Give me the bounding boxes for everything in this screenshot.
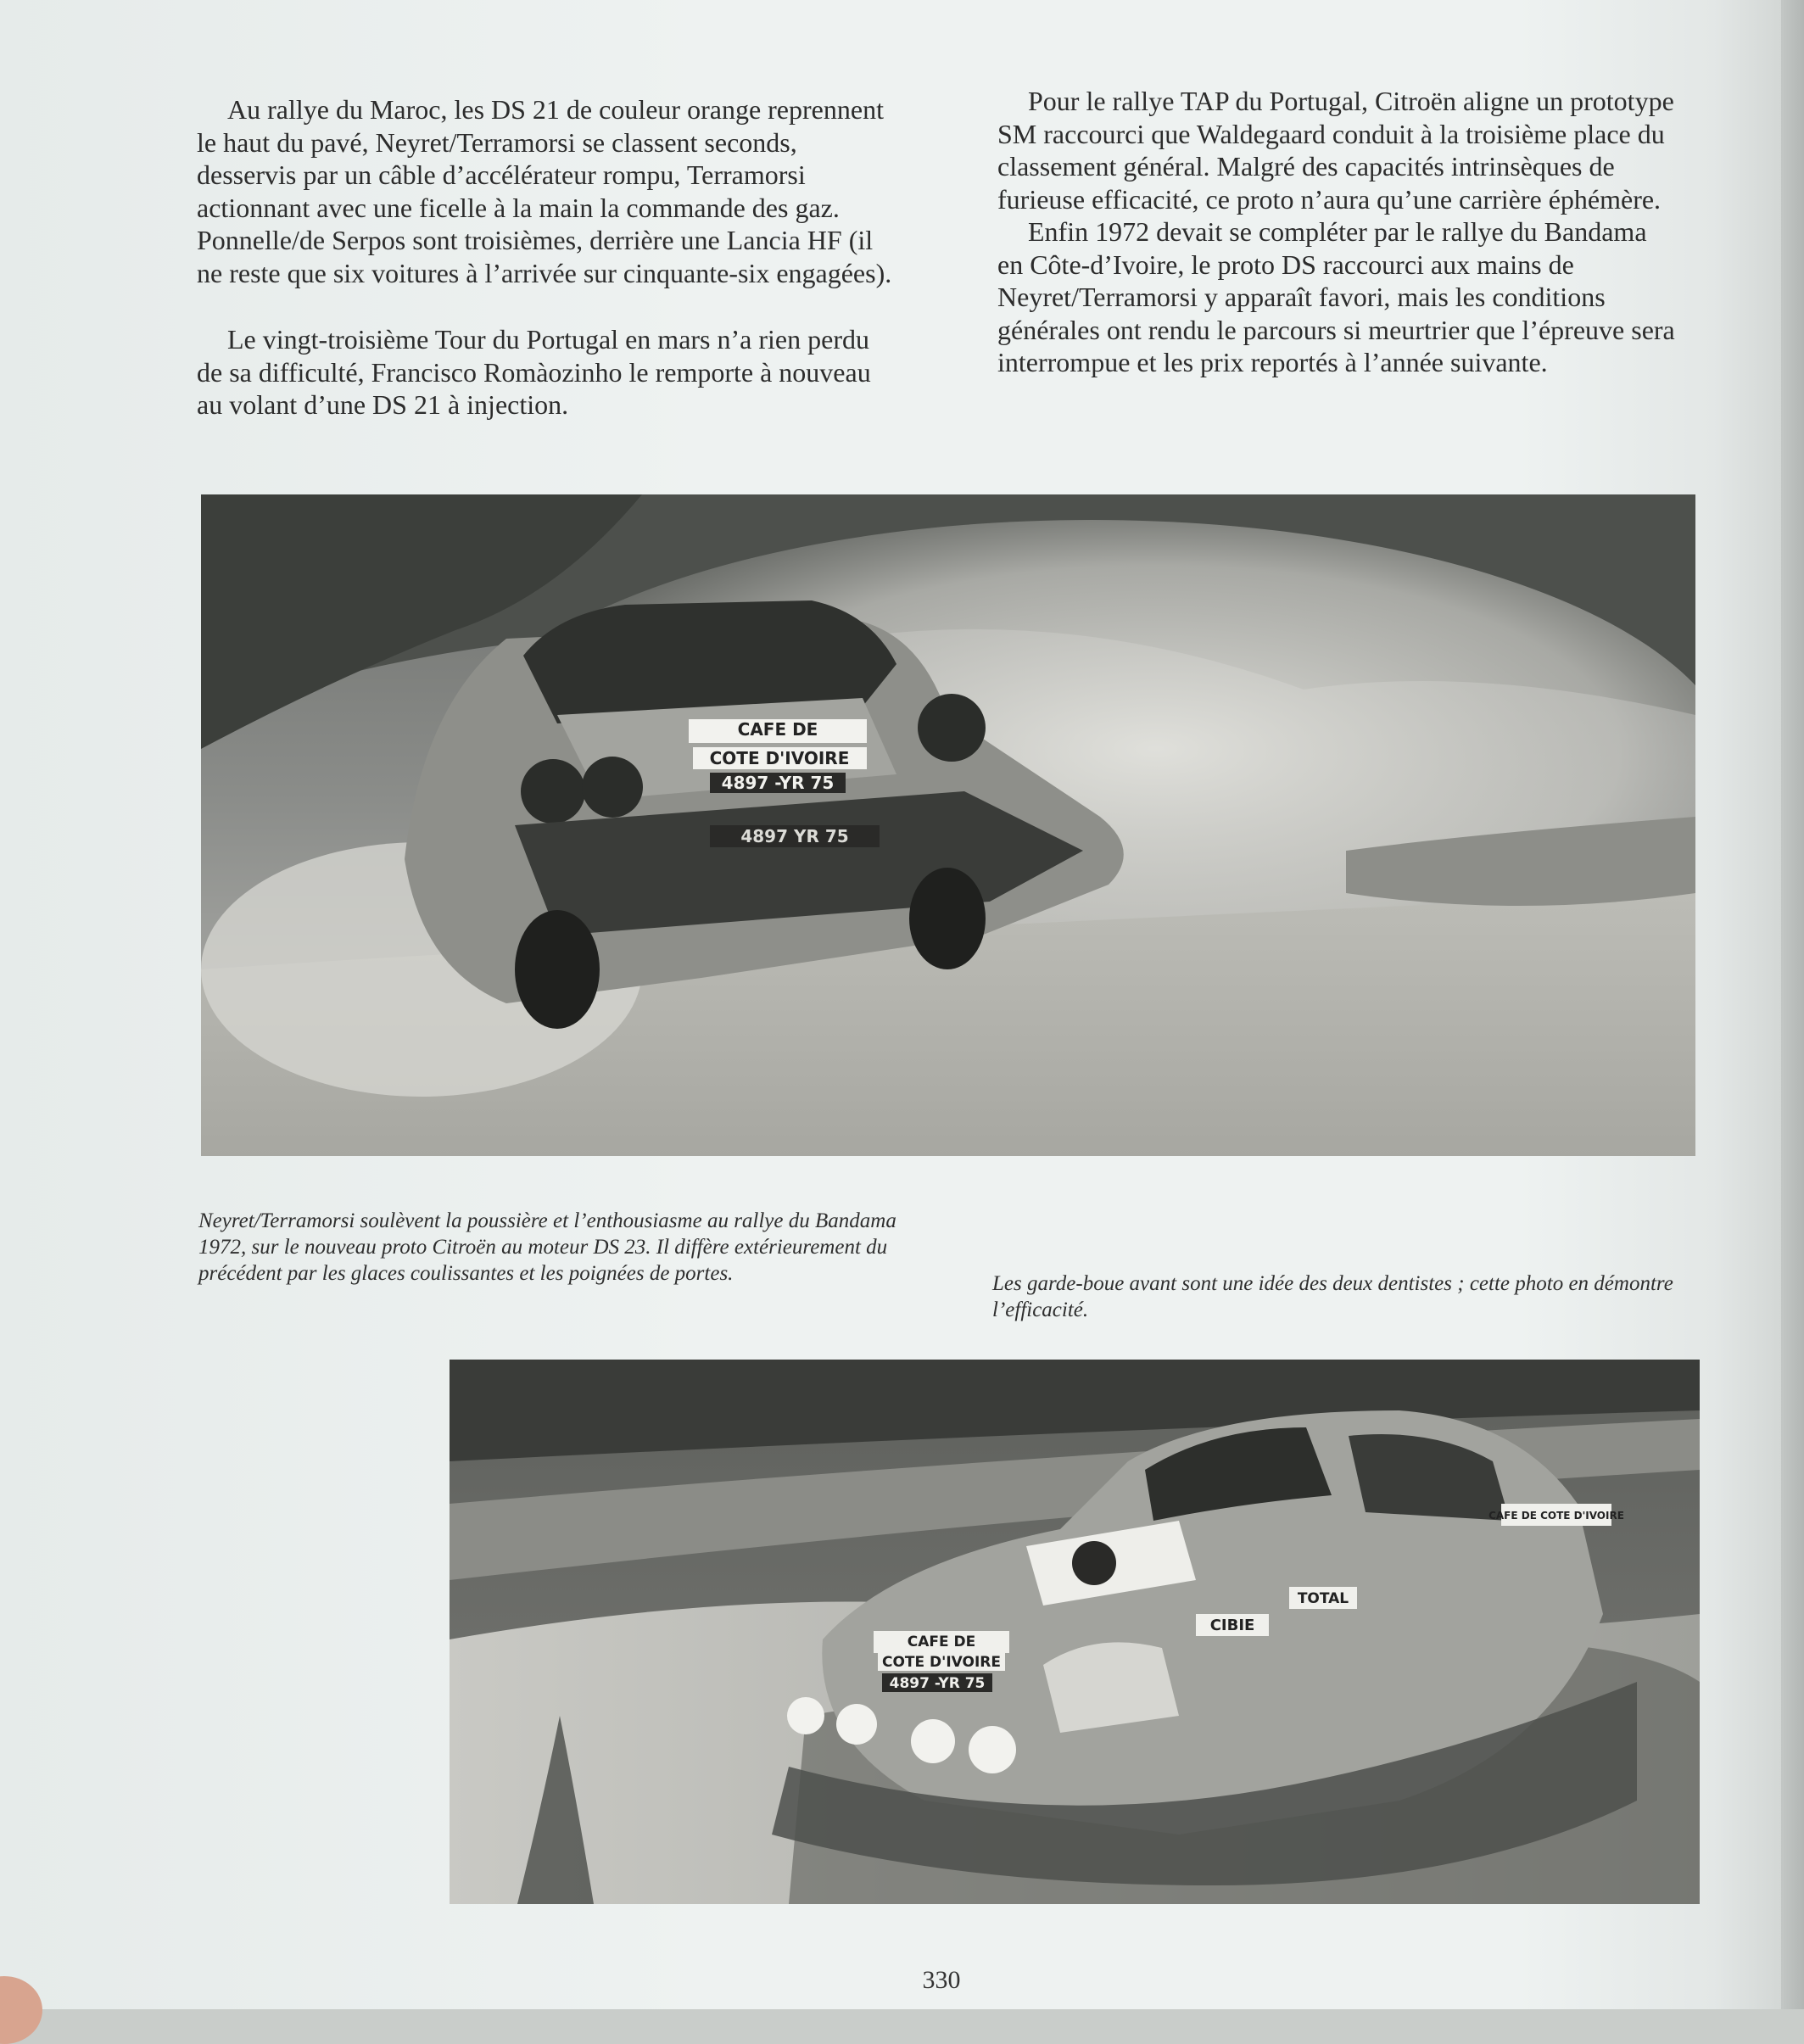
bottom-plate: 4897 -YR 75	[889, 1675, 986, 1692]
top-sticker-line-1: CAFE DE	[737, 719, 818, 740]
left-paragraph-1: Au rallye du Maroc, les DS 21 de couleur orange reprennent le haut du pavé, Neyret/Terramorsi se classent seconds, desservis par un câble d’accélérateur rompu, Terramorsi actionnant avec une ficelle à la main la commande des gaz. Ponnelle/de Serpos sont troisièmes, derrière une Lancia HF (il ne reste que six voitures à l’arrivée sur cinquante-six engagées).	[197, 94, 892, 288]
bottom-sticker-line-2: COTE D'IVOIRE	[881, 1654, 1002, 1671]
right-paragraph-2: Enfin 1972 devait se compléter par le rallye du Bandama en Côte-d’Ivoire, le proto DS raccourci aux mains de Neyret/Terramorsi y apparaît favori, mais les conditions générales ont rendu le parcours si meurtrier que l’épreuve sera interrompue et les prix reportés à l’année suivante.	[997, 216, 1675, 377]
bottom-sticker-line-1: CAFE DE	[907, 1634, 976, 1650]
page-edge-shadow	[1781, 0, 1804, 2009]
left-text-column	[197, 93, 901, 422]
left-paragraph-2: Le vingt-troisième Tour du Portugal en mars n’a rien perdu de sa difficulté, Francisco Romàozinho le remporte à nouveau au volant d’une DS 21 à injection.	[197, 324, 871, 420]
right-paragraph-1: Pour le rallye TAP du Portugal, Citroën aligne un prototype SM raccourci que Waldegaard conduit à la troisième place du classement général. Malgré des capacités intrinsèques de furieuse efficacité, ce proto n’aura qu’une carrière éphémère.	[997, 86, 1674, 215]
top-sticker-line-2: COTE D'IVOIRE	[709, 748, 850, 768]
caption-top-photo: Neyret/Terramorsi soulèvent la poussière et l’enthousiasme au rallye du Bandama 1972, sur le nouveau proto Citroën au moteur DS 23. Il diffère extérieurement du précédent par les glaces coulissantes et les poignées de portes.	[198, 1209, 896, 1285]
right-text-column	[997, 85, 1676, 379]
cibie-sticker: CIBIE	[1209, 1617, 1255, 1634]
side-sticker: CAFE DE COTE D'IVOIRE	[1488, 1510, 1624, 1522]
rally-photo-water	[450, 1360, 1700, 1904]
total-sticker: TOTAL	[1297, 1590, 1349, 1607]
rally-photo-dust	[201, 494, 1695, 1156]
top-bumper-plate: 4897 YR 75	[740, 826, 849, 846]
page-number: 330	[922, 1966, 961, 1994]
top-front-plate: 4897 -YR 75	[721, 773, 835, 793]
caption-bottom-photo: Les garde-boue avant sont une idée des deux dentistes ; cette photo en démontre l’efficacité.	[992, 1272, 1673, 1321]
